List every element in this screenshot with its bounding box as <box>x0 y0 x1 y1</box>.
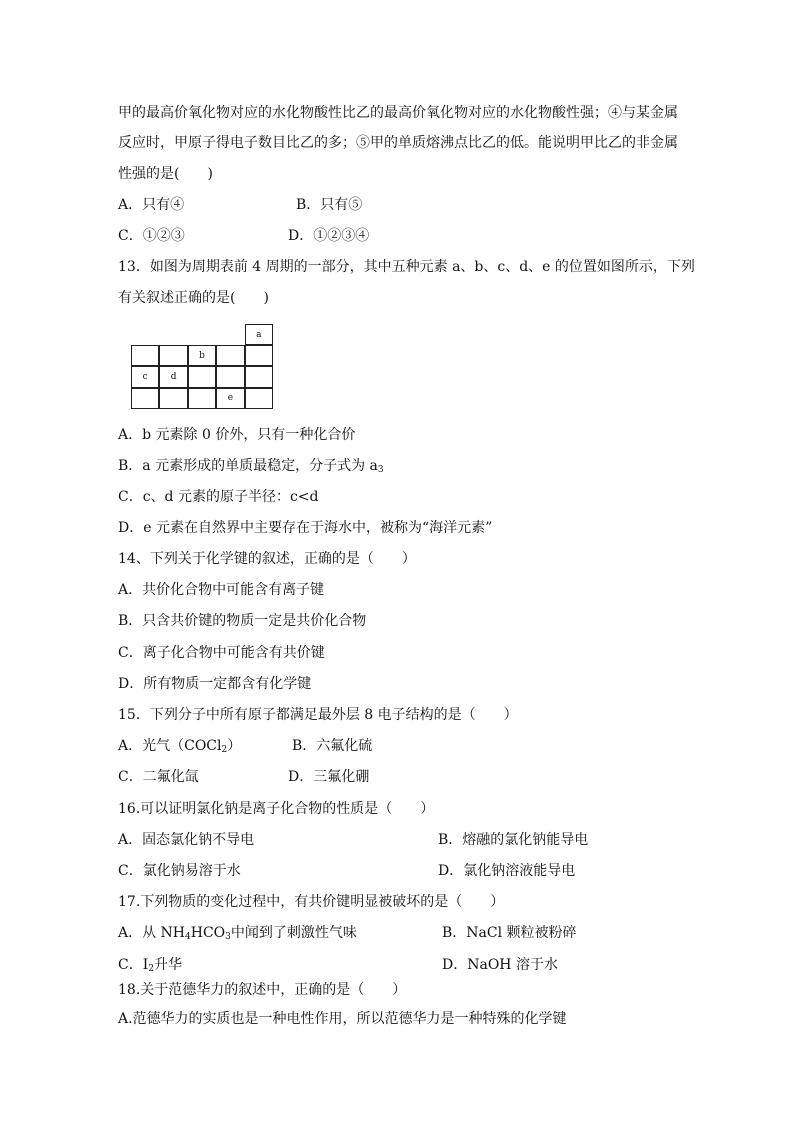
q13-option-c: C．c、d 元素的原子半径：c<d <box>118 489 319 505</box>
q16-option-c: C．氯化钠易溶于水 <box>118 863 241 879</box>
q12-line-2: 反应时，甲原子得电子数目比乙的多；⑤甲的单质熔沸点比乙的低。能说明甲比乙的非金属 <box>118 135 678 151</box>
q16-stem: 16.可以证明氯化钠是离子化合物的性质是（ ） <box>118 801 435 817</box>
cell-r3c2 <box>188 388 216 409</box>
q13-option-a: A．b 元素除 0 价外，只有一种化合价 <box>118 427 356 443</box>
cell-r1c1 <box>159 345 187 366</box>
q17-option-b: B．NaCl 颗粒被粉碎 <box>442 925 577 941</box>
cell-r1c4 <box>245 345 273 366</box>
q12-option-a: A．只有④ <box>118 197 185 213</box>
cell-r1c0 <box>131 345 159 366</box>
cell-r2c3 <box>216 366 244 387</box>
cell-r3c1 <box>159 388 187 409</box>
q17-option-c: C．$I_2$升华 <box>118 957 182 974</box>
cell-b: b <box>188 345 216 366</box>
q15-option-b: B．六氟化硫 <box>292 738 373 754</box>
q18-stem: 18.关于范德华力的叙述中，正确的是（ ） <box>118 982 407 998</box>
q17-option-d: D．NaOH 溶于水 <box>442 957 558 973</box>
q13-option-d: D．e 元素在自然界中主要存在于海水中，被称为“海洋元素” <box>118 520 493 536</box>
cell-r2c4 <box>245 366 273 387</box>
q12-option-c: C．①②③ <box>118 228 185 244</box>
q12-line-1: 甲的最高价氧化物对应的水化物酸性比乙的最高价氧化物对应的水化物酸性强；④与某金属 <box>118 105 678 121</box>
q14-option-d: D．所有物质一定都含有化学键 <box>118 676 312 692</box>
cell-r3c4 <box>245 388 273 409</box>
q14-option-a: A．共价化合物中可能含有离子键 <box>118 582 325 598</box>
q12-option-b: B．只有⑤ <box>296 197 363 213</box>
cell-r3c0 <box>131 388 159 409</box>
cell-r2c2 <box>188 366 216 387</box>
q15-option-d: D．三氟化硼 <box>288 769 370 785</box>
cell-r1c3 <box>216 345 244 366</box>
q12-line-3: 性强的是( ) <box>118 166 213 182</box>
q18-option-a: A.范德华力的实质也是一种电性作用，所以范德华力是一种特殊的化学键 <box>118 1011 567 1027</box>
q15-stem: 15．下列分子中所有原子都满足最外层 8 电子结构的是（ ） <box>118 707 518 723</box>
cell-c: c <box>131 366 159 387</box>
q13-line-1: 13．如图为周期表前 4 周期的一部分，其中五种元素 a、b、c、d、e 的位置如图所示，下列 <box>118 259 695 275</box>
q14-option-c: C．离子化合物中可能含有共价键 <box>118 645 325 661</box>
cell-d: d <box>159 366 187 387</box>
cell-e: e <box>216 388 244 409</box>
q12-option-d: D．①②③④ <box>288 228 370 244</box>
q14-option-b: B．只含共价键的物质一定是共价化合物 <box>118 613 367 629</box>
q15-option-c: C．二氟化氙 <box>118 769 199 785</box>
q13-option-b: B．a 元素形成的单质最稳定，分子式为 $a_3$ <box>118 458 384 475</box>
q16-option-b: B．熔融的氯化钠能导电 <box>438 832 589 848</box>
q16-option-a: A．固态氯化钠不导电 <box>118 832 255 848</box>
q15-option-a: A．光气（COCl$_2$） <box>118 738 242 755</box>
q14-stem: 14、下列关于化学键的叙述，正确的是（ ） <box>118 551 416 567</box>
q13-line-2: 有关叙述正确的是( ) <box>118 290 269 306</box>
q17-option-a: A．从 $NH_4HCO_3$中闻到了刺激性气味 <box>118 925 357 942</box>
q16-option-d: D．氯化钠溶液能导电 <box>438 863 576 879</box>
cell-a: a <box>245 324 273 345</box>
q17-stem: 17.下列物质的变化过程中，有共价键明显被破坏的是（ ） <box>118 894 505 910</box>
periodic-table-fragment <box>131 324 273 412</box>
